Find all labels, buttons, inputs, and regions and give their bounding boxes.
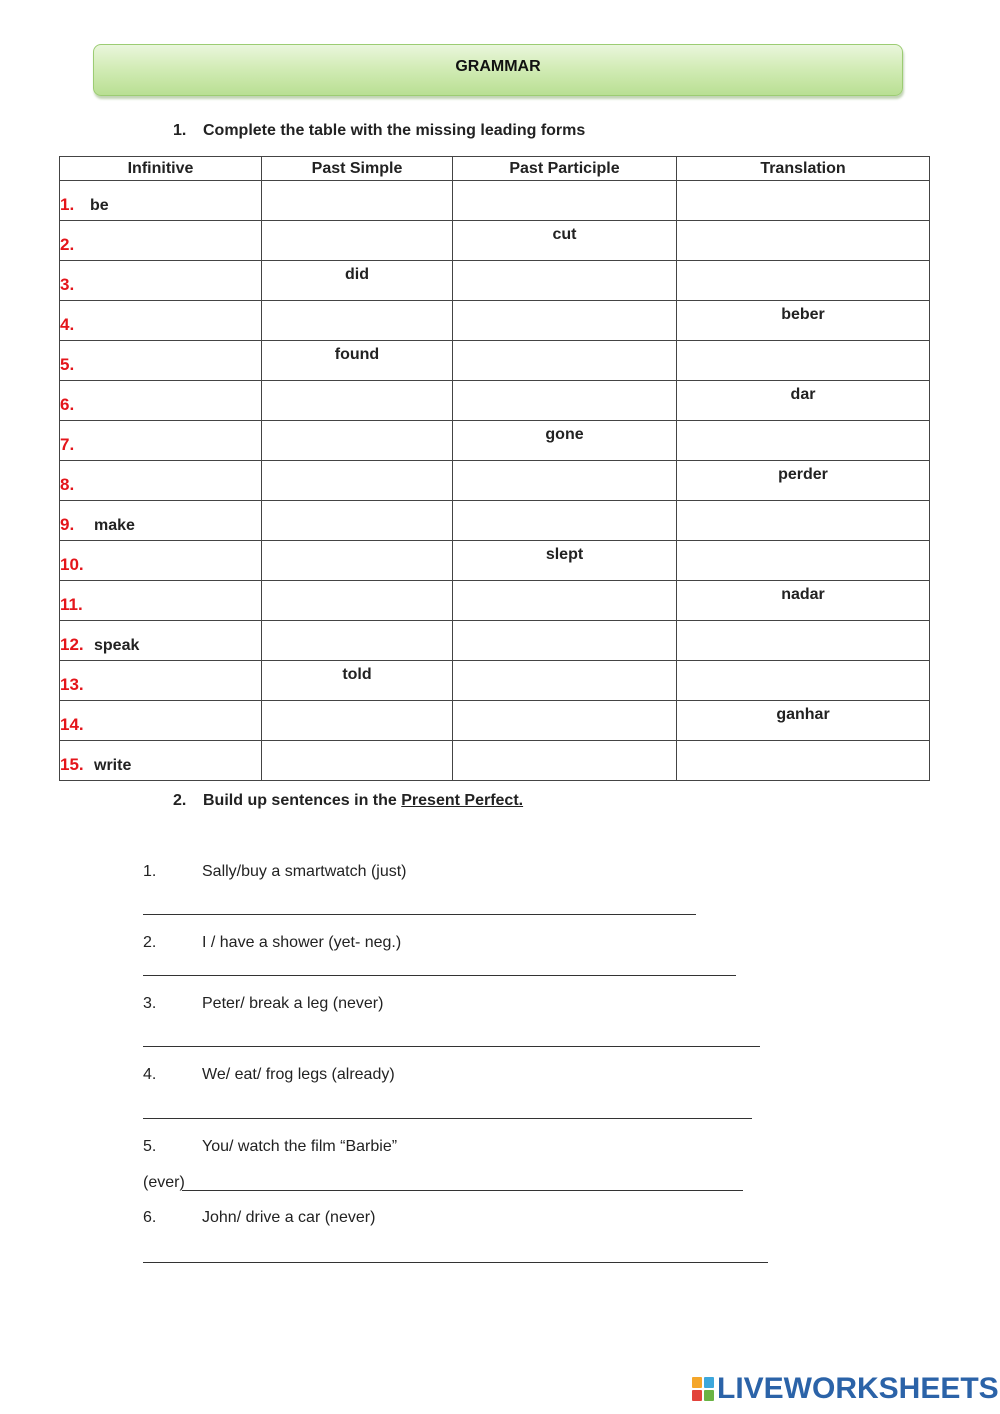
infinitive-cell bbox=[60, 621, 262, 661]
past-simple-cell[interactable] bbox=[262, 461, 453, 501]
exercise-number: 5. bbox=[143, 1138, 157, 1155]
row-number: 7. bbox=[60, 435, 75, 454]
past-simple-cell[interactable] bbox=[262, 501, 453, 541]
infinitive-cell[interactable] bbox=[60, 461, 262, 501]
past-simple-cell[interactable] bbox=[262, 381, 453, 421]
past-participle-cell[interactable] bbox=[453, 381, 677, 421]
translation-cell bbox=[677, 461, 930, 501]
past-simple-cell[interactable] bbox=[262, 541, 453, 581]
page-title: GRAMMAR bbox=[455, 58, 541, 75]
table-row bbox=[60, 661, 930, 701]
past-participle-cell[interactable] bbox=[453, 181, 677, 221]
translation-cell bbox=[677, 301, 930, 341]
section1-heading bbox=[173, 122, 585, 140]
infinitive-cell[interactable] bbox=[60, 421, 262, 461]
past-simple-cell[interactable] bbox=[262, 181, 453, 221]
section1-heading-text: Complete the table with the missing leading forms bbox=[203, 122, 586, 139]
row-number: 4. bbox=[60, 315, 75, 334]
past-participle-value: cut bbox=[552, 226, 577, 243]
past-simple-value: found bbox=[334, 346, 380, 363]
liveworksheets-logo-icon bbox=[692, 1377, 714, 1401]
past-participle-cell bbox=[453, 221, 677, 261]
liveworksheets-logo[interactable] bbox=[692, 1372, 999, 1406]
exercise-number: 4. bbox=[143, 1066, 157, 1083]
column-header: Infinitive bbox=[60, 157, 262, 181]
section2-heading-prefix: Build up sentences in the bbox=[203, 792, 402, 809]
past-participle-cell[interactable] bbox=[453, 341, 677, 381]
past-participle-cell[interactable] bbox=[453, 701, 677, 741]
translation-cell bbox=[677, 701, 930, 741]
past-simple-cell[interactable] bbox=[262, 221, 453, 261]
logo-text: LIVEWORKSHEETS bbox=[717, 1372, 999, 1405]
section2-heading-tense: Present Perfect. bbox=[401, 792, 524, 809]
past-participle-cell[interactable] bbox=[453, 261, 677, 301]
past-participle-cell[interactable] bbox=[453, 581, 677, 621]
translation-cell[interactable] bbox=[677, 181, 930, 221]
row-number: 13. bbox=[60, 675, 84, 694]
past-participle-value: gone bbox=[545, 426, 584, 443]
row-number: 11. bbox=[60, 595, 83, 614]
row-number: 9. bbox=[60, 515, 75, 534]
exercise-item bbox=[143, 1066, 395, 1084]
exercise-prompt: We/ eat/ frog legs (already) bbox=[202, 1066, 395, 1083]
column-header: Past Simple bbox=[262, 157, 453, 181]
table-row bbox=[60, 341, 930, 381]
infinitive-cell[interactable] bbox=[60, 661, 262, 701]
row-number: 8. bbox=[60, 475, 75, 494]
infinitive-value: be bbox=[90, 197, 109, 214]
exercise-number: 6. bbox=[143, 1209, 157, 1226]
translation-cell[interactable] bbox=[677, 421, 930, 461]
translation-cell bbox=[677, 581, 930, 621]
past-simple-cell bbox=[262, 261, 453, 301]
past-participle-value: slept bbox=[545, 546, 584, 563]
section1-number: 1. bbox=[173, 122, 187, 139]
translation-value: nadar bbox=[781, 586, 825, 603]
column-header: Past Participle bbox=[453, 157, 677, 181]
past-simple-value: did bbox=[345, 266, 369, 283]
translation-cell[interactable] bbox=[677, 621, 930, 661]
exercise-item bbox=[143, 863, 407, 881]
past-simple-cell[interactable] bbox=[262, 621, 453, 661]
table-row bbox=[60, 381, 930, 421]
infinitive-cell[interactable] bbox=[60, 381, 262, 421]
table-row bbox=[60, 501, 930, 541]
row-number: 10. bbox=[60, 555, 84, 574]
answer-line[interactable] bbox=[143, 975, 736, 976]
table-row bbox=[60, 581, 930, 621]
answer-line[interactable] bbox=[143, 1262, 768, 1263]
past-simple-cell bbox=[262, 341, 453, 381]
past-participle-cell[interactable] bbox=[453, 461, 677, 501]
infinitive-cell bbox=[60, 181, 262, 221]
exercise-number: 3. bbox=[143, 995, 157, 1012]
translation-cell[interactable] bbox=[677, 221, 930, 261]
table-row bbox=[60, 301, 930, 341]
row-number: 1. bbox=[60, 195, 75, 214]
past-simple-cell[interactable] bbox=[262, 301, 453, 341]
exercise-prompt: I / have a shower (yet- neg.) bbox=[202, 934, 402, 951]
table-row bbox=[60, 181, 930, 221]
exercise-item bbox=[143, 995, 383, 1013]
infinitive-cell[interactable] bbox=[60, 261, 262, 301]
infinitive-cell bbox=[60, 741, 262, 781]
infinitive-cell[interactable] bbox=[60, 701, 262, 741]
infinitive-cell[interactable] bbox=[60, 221, 262, 261]
row-number: 3. bbox=[60, 275, 75, 294]
table-row bbox=[60, 421, 930, 461]
past-participle-cell bbox=[453, 421, 677, 461]
past-simple-cell[interactable] bbox=[262, 421, 453, 461]
translation-cell[interactable] bbox=[677, 341, 930, 381]
exercise-number: 2. bbox=[143, 934, 157, 951]
translation-cell[interactable] bbox=[677, 741, 930, 781]
past-simple-cell[interactable] bbox=[262, 701, 453, 741]
section2-number: 2. bbox=[173, 792, 187, 809]
translation-value: dar bbox=[790, 386, 816, 403]
row-number: 6. bbox=[60, 395, 75, 414]
infinitive-cell[interactable] bbox=[60, 301, 262, 341]
infinitive-cell[interactable] bbox=[60, 541, 262, 581]
ever-label: (ever) bbox=[143, 1174, 185, 1191]
exercise-prompt: Peter/ break a leg (never) bbox=[202, 995, 384, 1012]
row-number: 12. bbox=[60, 635, 84, 654]
table-row bbox=[60, 741, 930, 781]
verb-table bbox=[59, 156, 930, 781]
past-participle-cell[interactable] bbox=[453, 621, 677, 661]
exercise-item bbox=[143, 934, 401, 952]
translation-cell[interactable] bbox=[677, 261, 930, 301]
past-simple-value: told bbox=[342, 666, 372, 683]
past-participle-cell bbox=[453, 541, 677, 581]
row-number: 2. bbox=[60, 235, 75, 254]
row-number: 15. bbox=[60, 755, 84, 774]
translation-value: perder bbox=[778, 466, 828, 483]
translation-cell[interactable] bbox=[677, 541, 930, 581]
exercise-item bbox=[143, 1209, 375, 1227]
column-header: Translation bbox=[677, 157, 930, 181]
answer-line[interactable] bbox=[182, 1190, 743, 1191]
table-row bbox=[60, 461, 930, 501]
exercise-item bbox=[143, 1138, 397, 1156]
table-row bbox=[60, 261, 930, 301]
past-participle-cell[interactable] bbox=[453, 301, 677, 341]
translation-value: beber bbox=[781, 306, 825, 323]
answer-line[interactable] bbox=[143, 1118, 752, 1119]
past-simple-cell bbox=[262, 661, 453, 701]
section2-heading bbox=[173, 792, 523, 810]
exercise-number: 1. bbox=[143, 863, 157, 880]
answer-line[interactable] bbox=[143, 1046, 760, 1047]
past-participle-cell[interactable] bbox=[453, 501, 677, 541]
exercise-prompt: You/ watch the film “Barbie” bbox=[202, 1138, 398, 1155]
table-row bbox=[60, 701, 930, 741]
infinitive-cell bbox=[60, 501, 262, 541]
infinitive-cell[interactable] bbox=[60, 581, 262, 621]
past-simple-cell[interactable] bbox=[262, 581, 453, 621]
translation-value: ganhar bbox=[776, 706, 830, 723]
infinitive-value: write bbox=[94, 757, 132, 774]
table-header-row bbox=[60, 157, 930, 181]
table-row bbox=[60, 221, 930, 261]
translation-cell[interactable] bbox=[677, 501, 930, 541]
past-participle-cell[interactable] bbox=[453, 661, 677, 701]
title-banner bbox=[93, 44, 903, 96]
exercise-prompt: John/ drive a car (never) bbox=[202, 1209, 376, 1226]
table-row bbox=[60, 541, 930, 581]
infinitive-value: make bbox=[94, 517, 135, 534]
row-number: 5. bbox=[60, 355, 75, 374]
translation-cell bbox=[677, 381, 930, 421]
table-row bbox=[60, 621, 930, 661]
answer-line[interactable] bbox=[143, 914, 696, 915]
infinitive-cell[interactable] bbox=[60, 341, 262, 381]
row-number: 14. bbox=[60, 715, 84, 734]
translation-cell[interactable] bbox=[677, 661, 930, 701]
past-simple-cell[interactable] bbox=[262, 741, 453, 781]
infinitive-value: speak bbox=[94, 637, 140, 654]
exercise-prompt: Sally/buy a smartwatch (just) bbox=[202, 863, 407, 880]
past-participle-cell[interactable] bbox=[453, 741, 677, 781]
